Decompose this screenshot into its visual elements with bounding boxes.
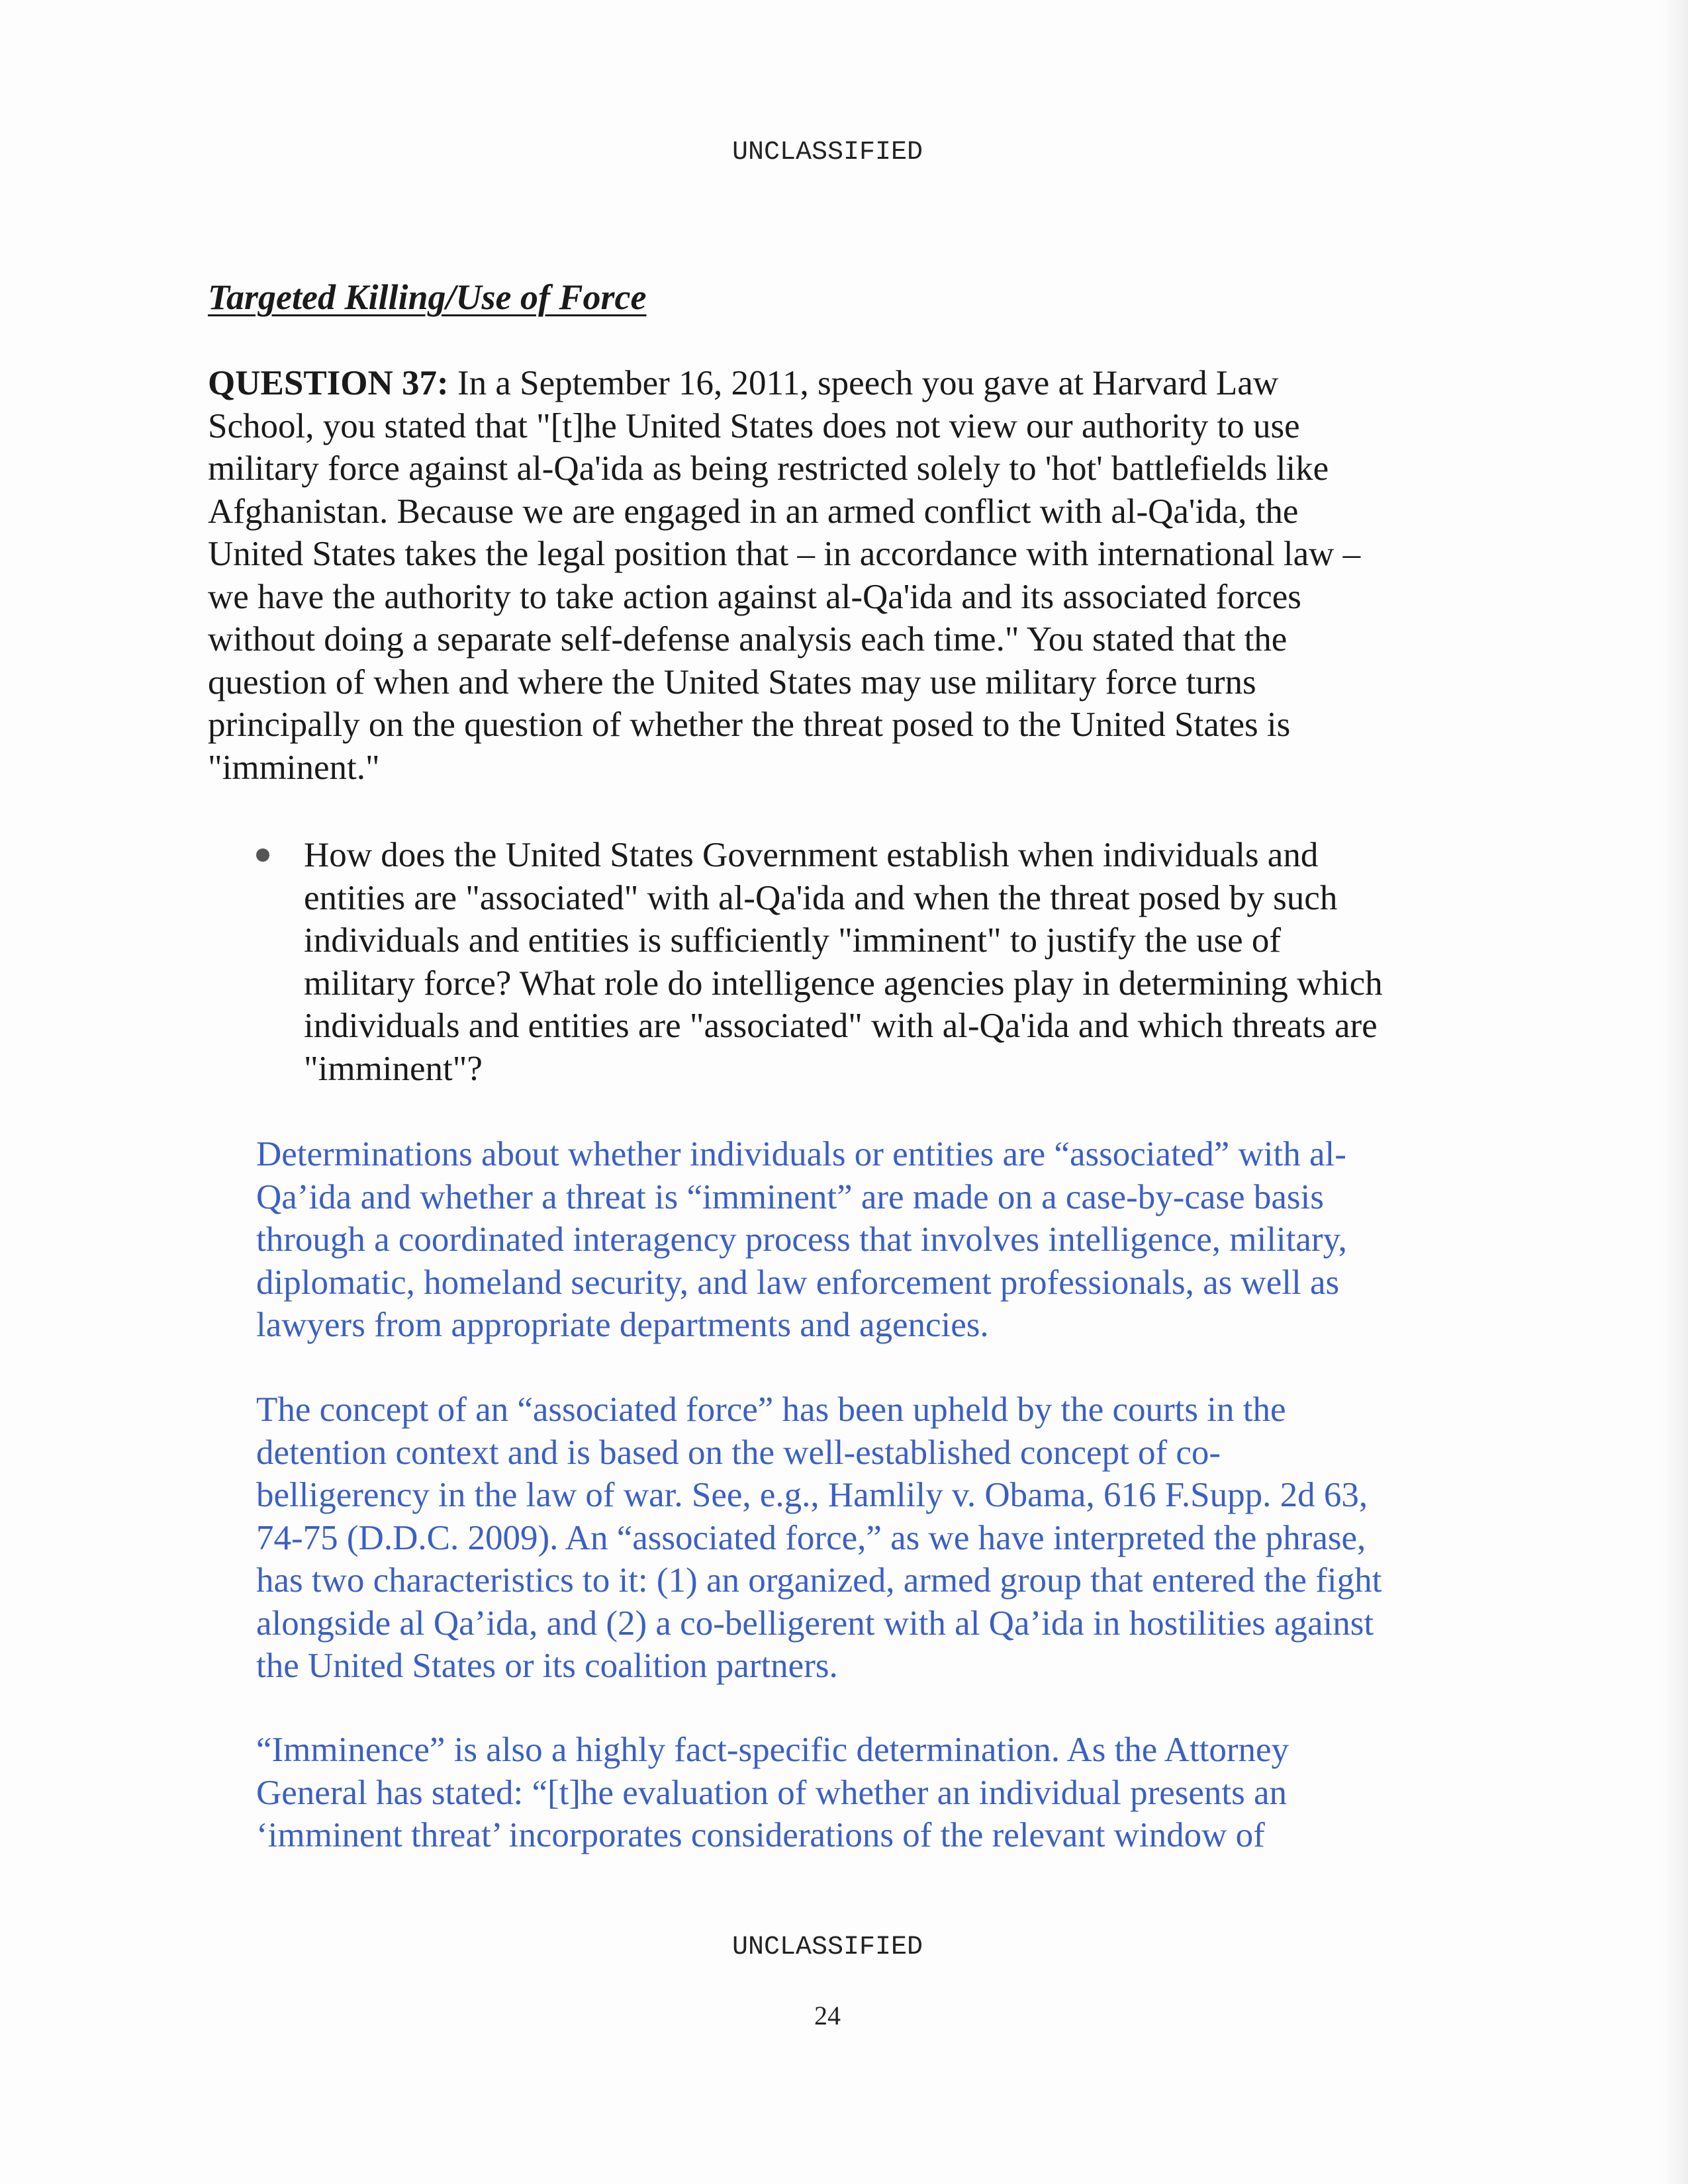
question-label: QUESTION 37: <box>208 364 449 402</box>
answer-line: ‘imminent threat’ incorporates considerations of the relevant window of <box>256 1816 1265 1854</box>
answer-paragraph-2 <box>256 1388 1382 1688</box>
answer-line: has two characteristics to it: (1) an organized, armed group that entered the fight <box>256 1561 1382 1600</box>
answer-line: through a coordinated interagency process that involves intelligence, military, <box>256 1220 1347 1259</box>
question-line: military force against al-Qa'ida as being restricted solely to 'hot' battlefields like <box>208 449 1329 488</box>
answer-paragraph-1 <box>256 1133 1347 1347</box>
question-block <box>208 362 1360 789</box>
answer-line: 74-75 (D.D.C. 2009). An “associated force,” as we have interpreted the phrase, <box>256 1518 1366 1557</box>
header-classification: UNCLASSIFIED <box>731 138 923 167</box>
bullet-line: entities are "associated" with al-Qa'ida and when the threat posed by such <box>304 878 1338 917</box>
bullet-icon <box>256 848 269 862</box>
answer-line: alongside al Qa’ida, and (2) a co-belligerent with al Qa’ida in hostilities against <box>256 1604 1374 1643</box>
section-heading: Targeted Killing/Use of Force <box>208 277 647 317</box>
answer-line: The concept of an “associated force” has been upheld by the courts in the <box>256 1390 1286 1429</box>
question-line: principally on the question of whether the threat posed to the United States is <box>208 705 1291 744</box>
question-line: question of when and where the United States may use military force turns <box>208 662 1256 702</box>
page-number: 24 <box>814 2001 841 2030</box>
question-line: Afghanistan. Because we are engaged in an armed conflict with al-Qa'ida, the <box>208 492 1299 531</box>
bullet-line: individuals and entities are "associated" with al-Qa'ida and which threats are <box>304 1007 1378 1045</box>
bullet-line: individuals and entities is sufficiently "imminent" to justify the use of <box>304 921 1282 960</box>
question-line: without doing a separate self-defense analysis each time." You stated that the <box>208 620 1288 659</box>
footer-classification: UNCLASSIFIED <box>731 1933 923 1962</box>
answer-line: lawyers from appropriate departments and agencies. <box>256 1306 989 1344</box>
question-text: In a September 16, 2011, speech you gave at Harvard Law <box>448 364 1279 402</box>
question-line: United States takes the legal position that – in accordance with international law – <box>208 535 1361 573</box>
answer-line: belligerency in the law of war. See, e.g., Hamlily v. Obama, 616 F.Supp. 2d 63, <box>256 1476 1368 1514</box>
answer-line: Determinations about whether individuals or entities are “associated” with al- <box>256 1135 1346 1173</box>
bullet-line: military force? What role do intelligence agencies play in determining which <box>304 964 1383 1003</box>
question-line: "imminent." <box>208 748 380 787</box>
scan-edge <box>1662 0 1688 2184</box>
question-line: School, you stated that "[t]he United States does not view our authority to use <box>208 406 1300 445</box>
answer-line: detention context and is based on the well-established concept of co- <box>256 1433 1221 1472</box>
answer-line: General has stated: “[t]he evaluation of whether an individual presents an <box>256 1773 1288 1812</box>
answer-line: diplomatic, homeland security, and law enforcement professionals, as well as <box>256 1263 1340 1302</box>
question-line <box>208 362 1360 405</box>
bullet-line: "imminent"? <box>304 1049 483 1088</box>
bullet-line: How does the United States Government establish when individuals and <box>304 836 1319 874</box>
answer-line: “Imminence” is also a highly fact-specific determination. As the Attorney <box>256 1731 1289 1769</box>
answer-paragraph-3 <box>256 1729 1289 1857</box>
question-line: we have the authority to take action against al-Qa'ida and its associated forces <box>208 577 1301 616</box>
answer-line: the United States or its coalition partners. <box>256 1647 838 1685</box>
bullet-question-block <box>304 834 1383 1090</box>
answer-line: Qa’ida and whether a threat is “imminent” are made on a case-by-case basis <box>256 1177 1324 1216</box>
